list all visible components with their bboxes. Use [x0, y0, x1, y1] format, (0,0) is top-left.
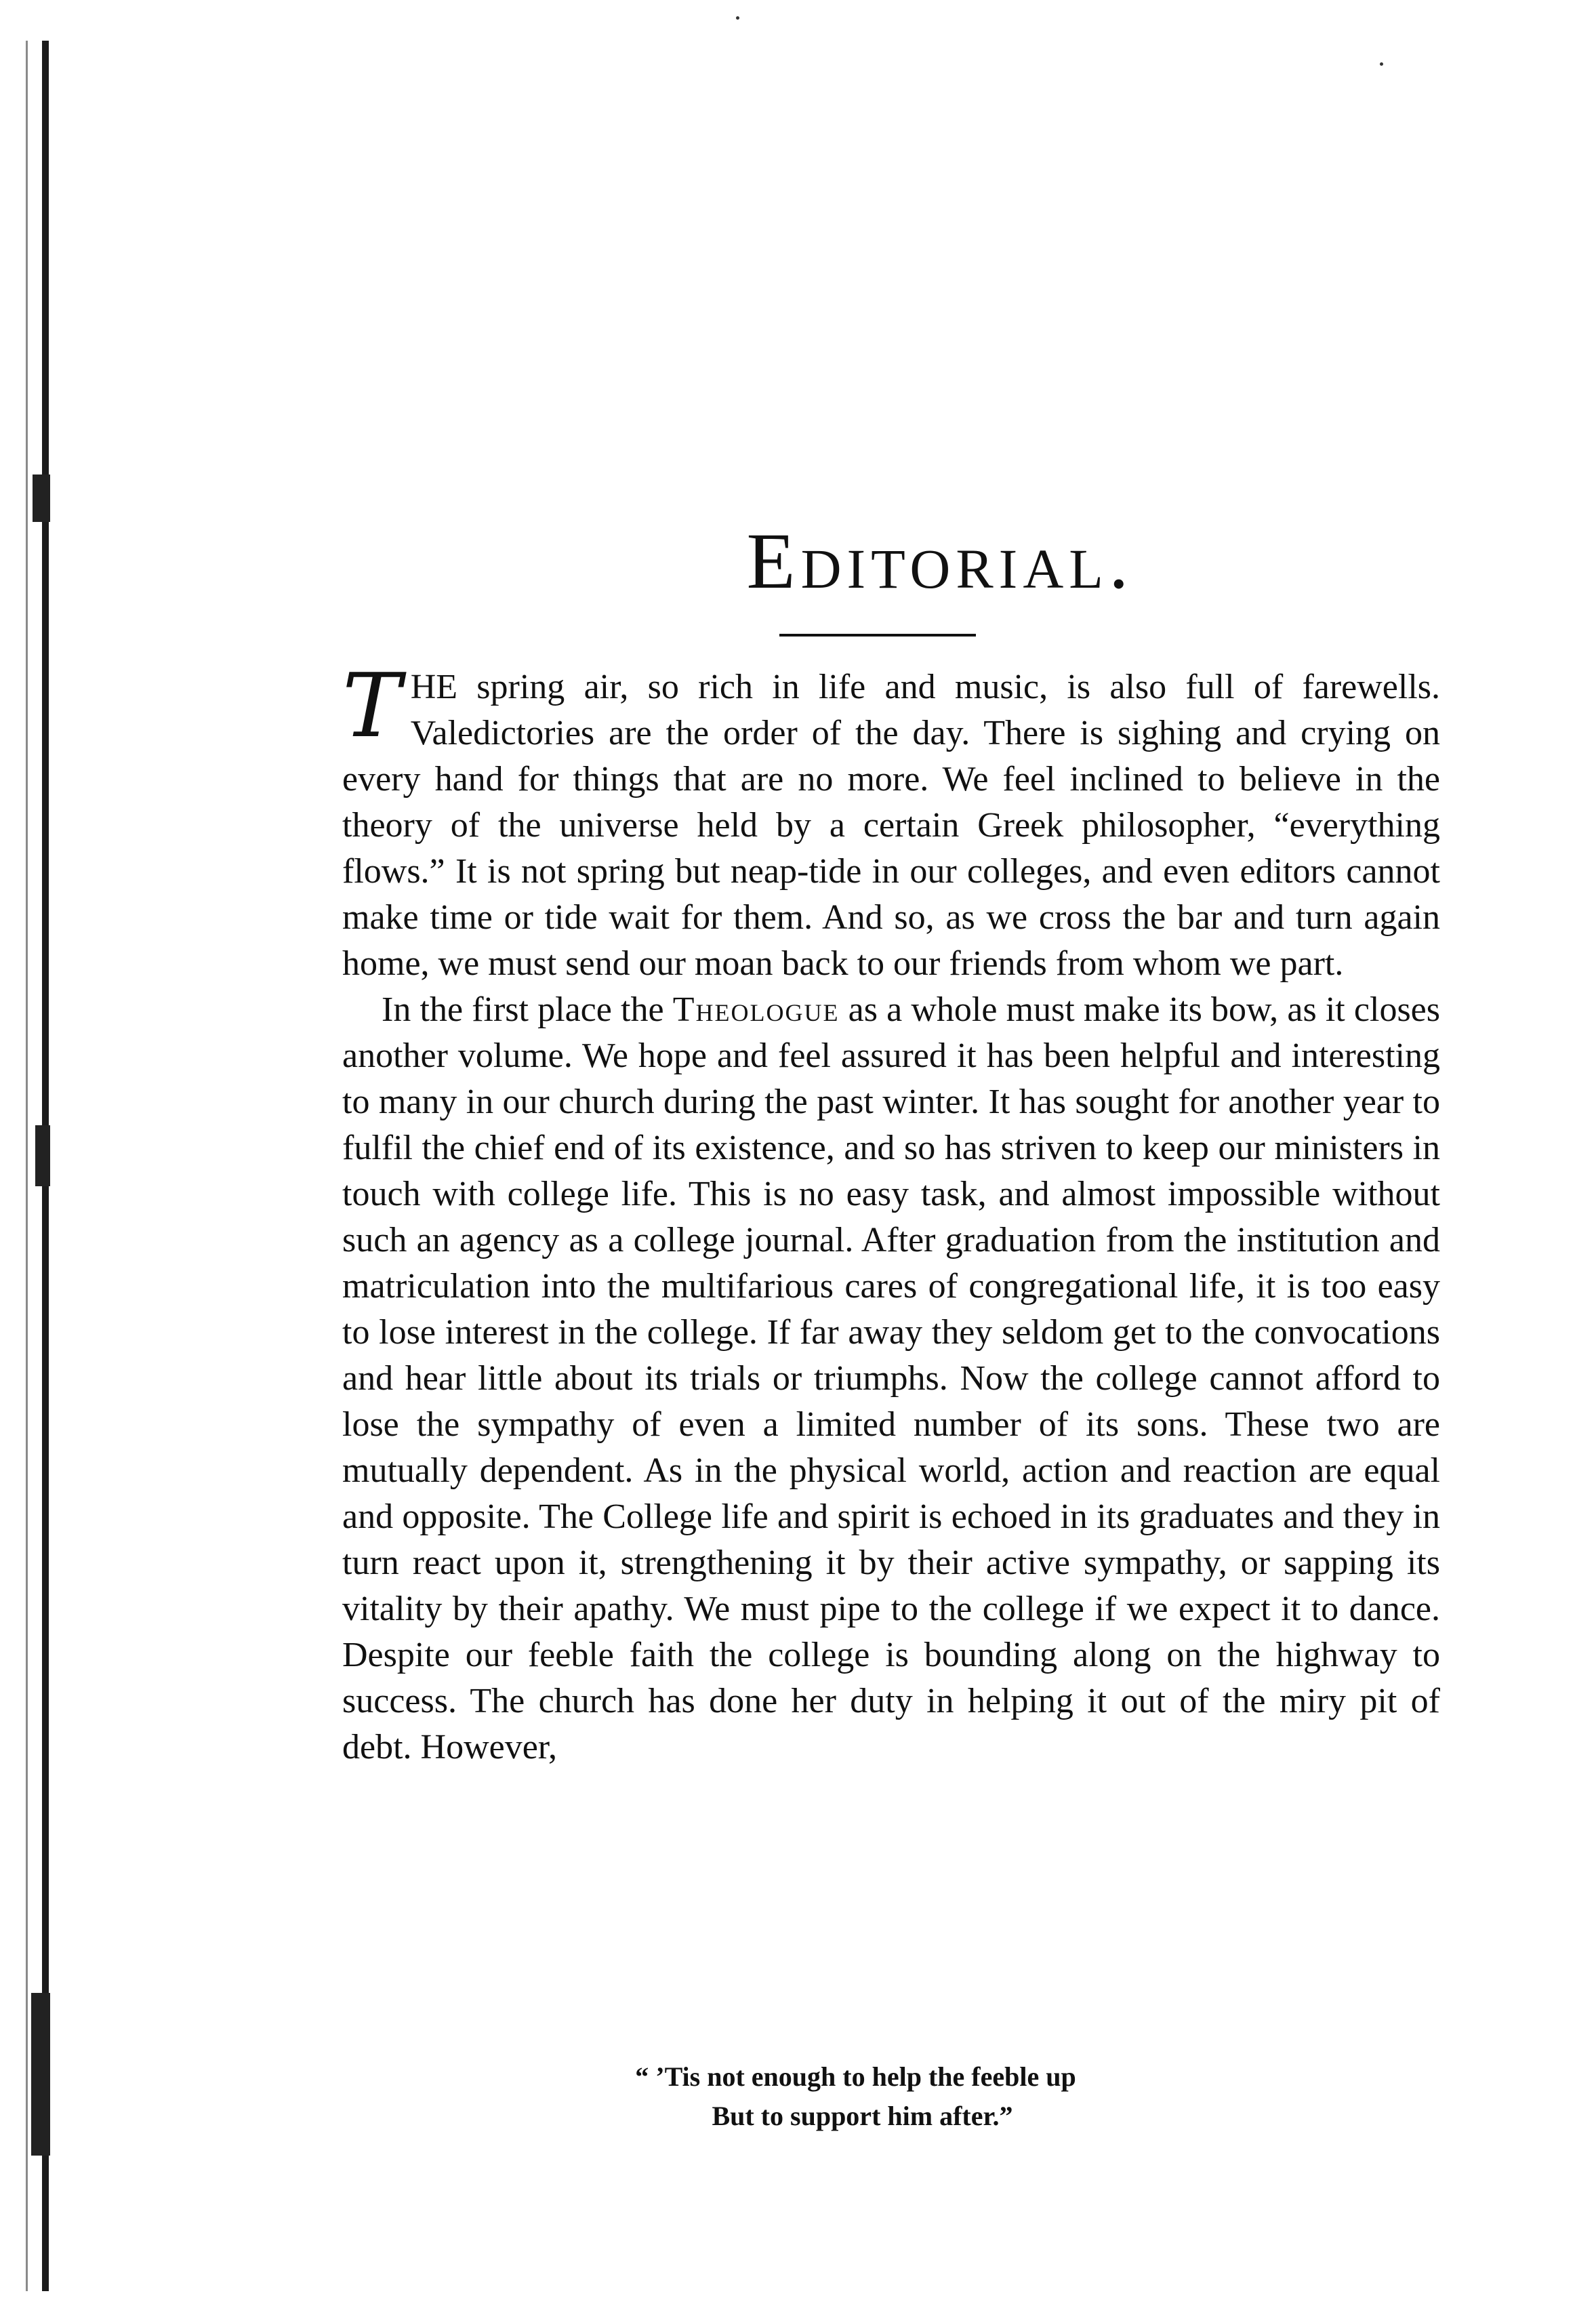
paragraph-1-text: HE spring air, so rich in life and music, is also full of farewells. Valedictories are the order of the day. There is sighing and crying on every hand for things that are no more. We feel inclined to believe in the theory of the universe held by a certain Greek philosopher, “everything flows.” It is not spring but neap-tide in our colleges, and even editors cannot make time or tide wait for them. And so, as we cross the bar and turn again home, we must send our moan back to our friends from whom we part.: [342, 668, 1440, 983]
scan-speck: [736, 16, 739, 20]
block-quote: [0, 2057, 1596, 2136]
binding-shadow-line: [26, 41, 28, 2291]
drop-cap: T: [342, 654, 401, 757]
scan-speck: [1380, 62, 1383, 66]
journal-name: Theologue: [672, 990, 840, 1029]
page-title: Editorial.: [746, 517, 1134, 605]
title-rule: [779, 634, 976, 637]
quote-line-1: “ ’Tis not enough to help the feeble up: [635, 2061, 1076, 2092]
quote-line-2: But to support him after.”: [712, 2101, 1013, 2131]
binding-mark: [35, 1125, 50, 1186]
article-body: [342, 654, 1441, 1771]
binding-edge: [0, 41, 47, 2291]
paragraph-2-lead: In the first place the: [382, 990, 673, 1029]
paragraph-1: [342, 654, 1440, 987]
paragraph-2: [342, 987, 1440, 1771]
paragraph-2-text: as a whole must make its bow, as it closes another volume. We hope and feel assured it has been helpful and interesting to many in our church during the past winter. It has sought for another year to fulfil the chief end of its existence, and so has striven to keep our ministers in touch with college life. This is no easy task, and almost impossible without such an agency as a college journal. After graduation from the institution and matriculation into the multifarious cares of congregational life, it is too easy to lose interest in the college. If far away they seldom get to the convocations and hear little about its trials or triumphs. Now the college cannot afford to lose the sympathy of even a limited number of its sons. These two are mutually dependent. As in the physical world, action and reaction are equal and opposite. The College life and spirit is echoed in its graduates and they in turn react upon it, strengthening it by their active sympathy, or sapping its vitality by their apathy. We must pipe to the college if we expect it to dance. Despite our feeble faith the college is bounding along on the highway to success. The church has done her duty in helping it out of the miry pit of debt. However,: [342, 990, 1441, 1766]
